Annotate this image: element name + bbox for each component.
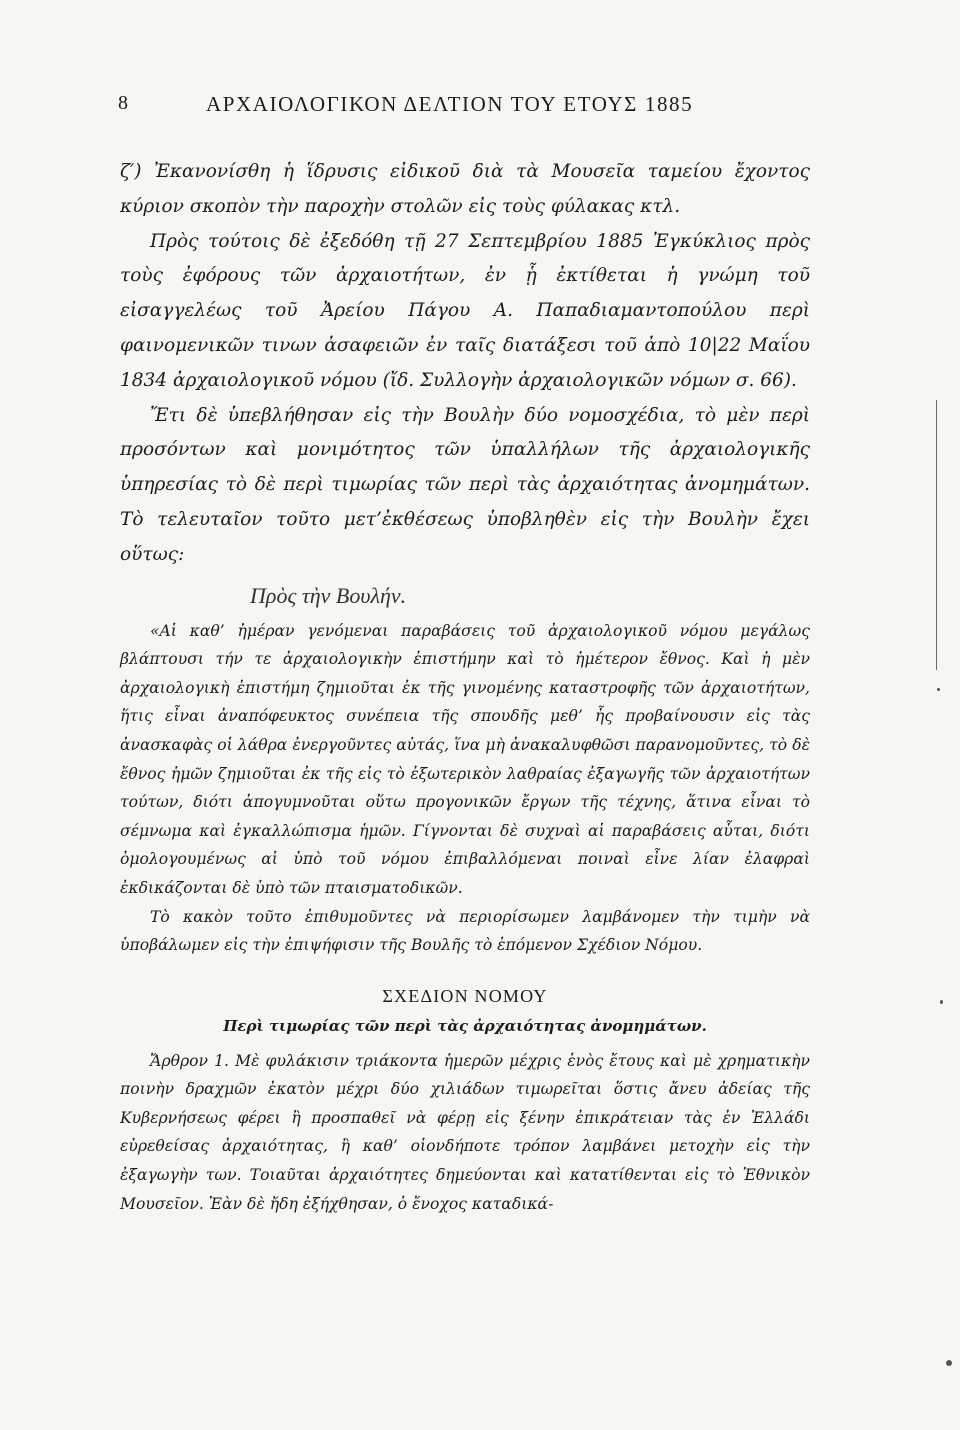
margin-speck xyxy=(946,1360,952,1366)
paragraph: Πρὸς τούτοις δὲ ἐξεδόθη τῇ 27 Σεπτεμβρίου 1885 Ἐγκύκλιος πρὸς τοὺς ἐφόρους τῶν ἀρχαιοτήτων, ἐν ᾗ ἐκτίθεται ἡ γνώμη τοῦ εἰσαγγελέως τοῦ Ἀρείου Πάγου Α. Παπαδιαμαντοπούλου περὶ φαινομενικῶν τινων ἀσαφειῶν ἐν ταῖς διατάξεσι τοῦ ἀπὸ 10|22 Μαΐου 1834 ἀρχαιολογικοῦ νόμου (ἴδ. Συλλογὴν ἀρχαιολογικῶν νόμων σ. 66). xyxy=(120,230,810,391)
page-body xyxy=(120,155,810,1218)
page-header xyxy=(118,92,838,128)
quoted-paragraph: «Αἱ καθ’ ἡμέραν γενόμεναι παραβάσεις τοῦ ἀρχαιολογικοῦ νόμου μεγάλως βλάπτουσι τήν τε ἀρχαιολογικὴν ἐπιστήμην καὶ τὸ ἡμέτερον ἔθνος. Καὶ ἡ μὲν ἀρχαιολογικὴ ἐπιστήμη ζημιοῦται ἐκ τῆς γινομένης καταστροφῆς τῶν ἀρχαιοτήτων, ἥτις εἶναι ἀναπόφευκτος συνέπεια τῆς σπουδῆς μεθ’ ἧς προβαίνουσιν εἰς τὰς ἀνασκαφὰς οἱ λάθρα ἐνεργοῦντες αὐτάς, ἵνα μὴ ἀνακαλυφθῶσι παρανομοῦντες, τὸ δὲ ἔθνος ἡμῶν ζημιοῦται ἐκ τῆς εἰς τὸ ἐξωτερικὸν λαθραίας ἐξαγωγῆς τῶν ἀρχαιοτήτων τούτων, διότι ἀπογυμνοῦται οὕτω προγονικῶν ἔργων τῆς τέχνης, ἅτινα εἶναι τὸ σέμνωμα καὶ ἐγκαλλώπισμα ἡμῶν. Γίγνονται δὲ συχναὶ αἱ παραβάσεις αὗται, διότι ὁμολογουμένως αἱ ὑπὸ τοῦ νόμου ἐπιβαλλόμεναι ποιναὶ εἶνε λίαν ἐλαφραὶ ἐκδικάζονται δὲ ὑπὸ τῶν πταισματοδικῶν. xyxy=(120,621,810,897)
address-heading: Πρὸς τὴν Βουλήν. xyxy=(250,582,407,608)
page-number: 8 xyxy=(118,92,128,114)
margin-speck xyxy=(937,688,940,691)
draft-law-title: ΣΧΕΔΙΟΝ ΝΟΜΟΥ xyxy=(382,985,548,1006)
article-paragraph: Ἄρθρον 1. Μὲ φυλάκισιν τριάκοντα ἡμερῶν μέχρις ἑνὸς ἔτους καὶ μὲ χρηματικὴν ποινὴν δραχμῶν ἑκατὸν μέχρι δύο χιλιάδων τιμωρεῖται ὅστις ἄνευ ἀδείας τῆς Κυβερνήσεως φέρει ἢ προσπαθεῖ νὰ φέρῃ εἰς ξένην ἐπικράτειαν τὰς ἐν Ἑλλάδι εὑρεθείσας ἀρχαιότητας, ἢ καθ’ οἱονδήποτε τρόπον λαμβάνει μετοχὴν εἰς τὴν ἐξαγωγὴν των. Τοιαῦται ἀρχαιότητες δημεύονται καὶ κατατίθενται εἰς τὸ Ἐθνικὸν Μουσεῖον. Ἐὰν δὲ ἤδη ἐξήχθησαν, ὁ ἔνοχος καταδικά- xyxy=(120,1051,810,1213)
paragraph: Ἔτι δὲ ὑπεβλήθησαν εἰς τὴν Βουλὴν δύο νομοσχέδια, τὸ μὲν περὶ προσόντων καὶ μονιμότητος τῶν ὑπαλλήλων τῆς ἀρχαιολογικῆς ὑπηρεσίας τὸ δὲ περὶ τιμωρίας τῶν περὶ τὰς ἀρχαιότητας ἀνομημάτων. Τὸ τελευταῖον τοῦτο μετ’ἐκθέσεως ὑποβληθὲν εἰς τὴν Βουλὴν ἔχει οὕτως: xyxy=(120,404,810,565)
margin-speck xyxy=(940,1000,943,1004)
margin-line xyxy=(936,400,937,670)
draft-law-subtitle: Περὶ τιμωρίας τῶν περὶ τὰς ἀρχαιότητας ἀνομημάτων. xyxy=(223,1016,707,1035)
running-title: ΑΡΧΑΙΟΛΟΓΙΚΟΝ ΔΕΛΤΙΟΝ ΤΟΥ ΕΤΟΥΣ 1885 xyxy=(206,92,694,116)
paragraph: ζ′) Ἐκανονίσθη ἡ ἵδρυσις εἰδικοῦ διὰ τὰ Μουσεῖα ταμείου ἔχοντος κύριον σκοπὸν τὴν παροχὴν στολῶν εἰς τοὺς φύλακας κτλ. xyxy=(120,161,810,217)
quoted-paragraph: Τὸ κακὸν τοῦτο ἐπιθυμοῦντες νὰ περιορίσωμεν λαμβάνομεν τὴν τιμὴν νὰ ὑποβάλωμεν εἰς τὴν ἐπιψήφισιν τῆς Βουλῆς τὸ ἑπόμενον Σχέδιον Νόμου. xyxy=(120,907,810,955)
